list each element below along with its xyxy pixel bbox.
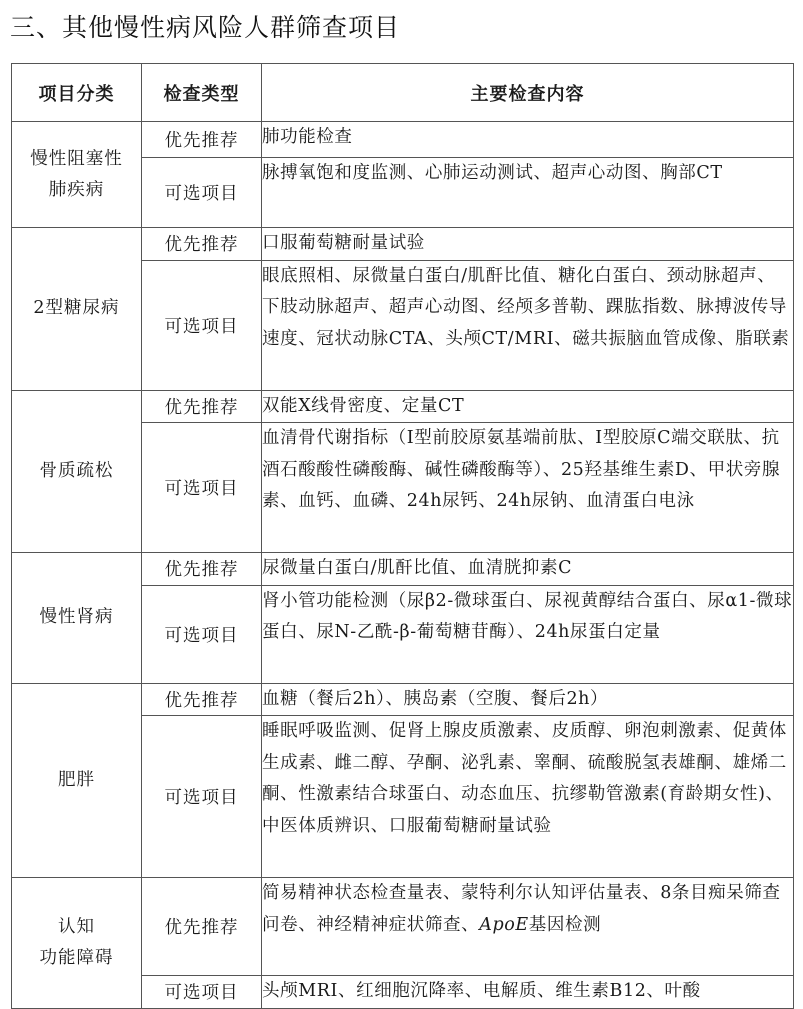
type-priority: 优先推荐 [142,228,262,261]
type-optional: 可选项目 [142,716,262,878]
content-optional: 头颅MRI、红细胞沉降率、电解质、维生素B12、叶酸 [262,976,794,1009]
content-priority: 尿微量白蛋白/肌酐比值、血清胱抑素C [262,553,794,586]
category-line: 肥胖 [58,769,95,790]
content-priority: 肺功能检查 [262,122,794,158]
header-content: 主要检查内容 [262,64,794,122]
page-title: 三、其他慢性病风险人群筛查项目 [10,13,401,42]
type-optional: 可选项目 [142,585,262,683]
category-line: 慢性肾病 [39,607,114,628]
category-line: 骨质疏松 [39,460,114,481]
table-row [12,878,794,976]
screening-table [11,63,794,1009]
content-optional: 脉搏氧饱和度监测、心肺运动测试、超声心动图、胸部CT [262,158,794,228]
type-priority: 优先推荐 [142,390,262,423]
table-row [12,683,794,716]
type-priority: 优先推荐 [142,683,262,716]
table-row [12,228,794,261]
category-copd [12,122,142,228]
type-optional: 可选项目 [142,260,262,390]
content-text: 基因检测 [528,914,602,935]
category-line: 肺疾病 [48,179,105,200]
type-priority: 优先推荐 [142,878,262,976]
content-optional: 肾小管功能检测（尿β2-微球蛋白、尿视黄醇结合蛋白、尿α1-微球蛋白、尿N-乙酰-β-葡萄糖苷酶）、24h尿蛋白定量 [262,585,794,683]
category-ckd [12,553,142,684]
category-diabetes [12,228,142,391]
content-optional: 血清骨代谢指标（I型前胶原氨基端前肽、I型胶原C端交联肽、抗酒石酸酸性磷酸酶、碱性磷酸酶等）、25羟基维生素D、甲状旁腺素、血钙、血磷、24h尿钙、24h尿钠、血清蛋白电泳 [262,423,794,553]
category-osteoporosis [12,390,142,553]
content-text: 简易精神状态检查量表、蒙特利尔认知评估量表、8条目痴呆筛查问卷、神经精神症状筛查、 [262,883,781,935]
header-category: 项目分类 [12,64,142,122]
gene-name: ApoE [479,914,529,935]
content-optional: 眼底照相、尿微量白蛋白/肌酐比值、糖化白蛋白、颈动脉超声、下肢动脉超声、超声心动图、经颅多普勒、踝肱指数、脉搏波传导速度、冠状动脉CTA、头颅CT/MRI、磁共振脑血管成像、脂联素 [262,260,794,390]
table-row [12,553,794,586]
category-line: 功能障碍 [39,947,114,968]
type-optional: 可选项目 [142,976,262,1009]
category-cognitive [12,878,142,1009]
category-obesity [12,683,142,878]
header-type: 检查类型 [142,64,262,122]
type-priority: 优先推荐 [142,553,262,586]
content-priority: 血糖（餐后2h）、胰岛素（空腹、餐后2h） [262,683,794,716]
category-line: 认知 [58,916,95,937]
category-line: 慢性阻塞性 [30,148,123,169]
content-priority [262,878,794,976]
type-optional: 可选项目 [142,158,262,228]
category-line: 2型糖尿病 [33,298,120,319]
table-row [12,390,794,423]
type-optional: 可选项目 [142,423,262,553]
table-header-row [12,64,794,122]
table-row [12,122,794,158]
type-priority: 优先推荐 [142,122,262,158]
content-priority: 口服葡萄糖耐量试验 [262,228,794,261]
content-priority: 双能X线骨密度、定量CT [262,390,794,423]
content-optional: 睡眠呼吸监测、促肾上腺皮质激素、皮质醇、卵泡刺激素、促黄体生成素、雌二醇、孕酮、泌乳素、睾酮、硫酸脱氢表雄酮、雄烯二酮、性激素结合球蛋白、动态血压、抗缪勒管激素(育龄期女性)、中医体质辨识、口服葡萄糖耐量试验 [262,716,794,878]
